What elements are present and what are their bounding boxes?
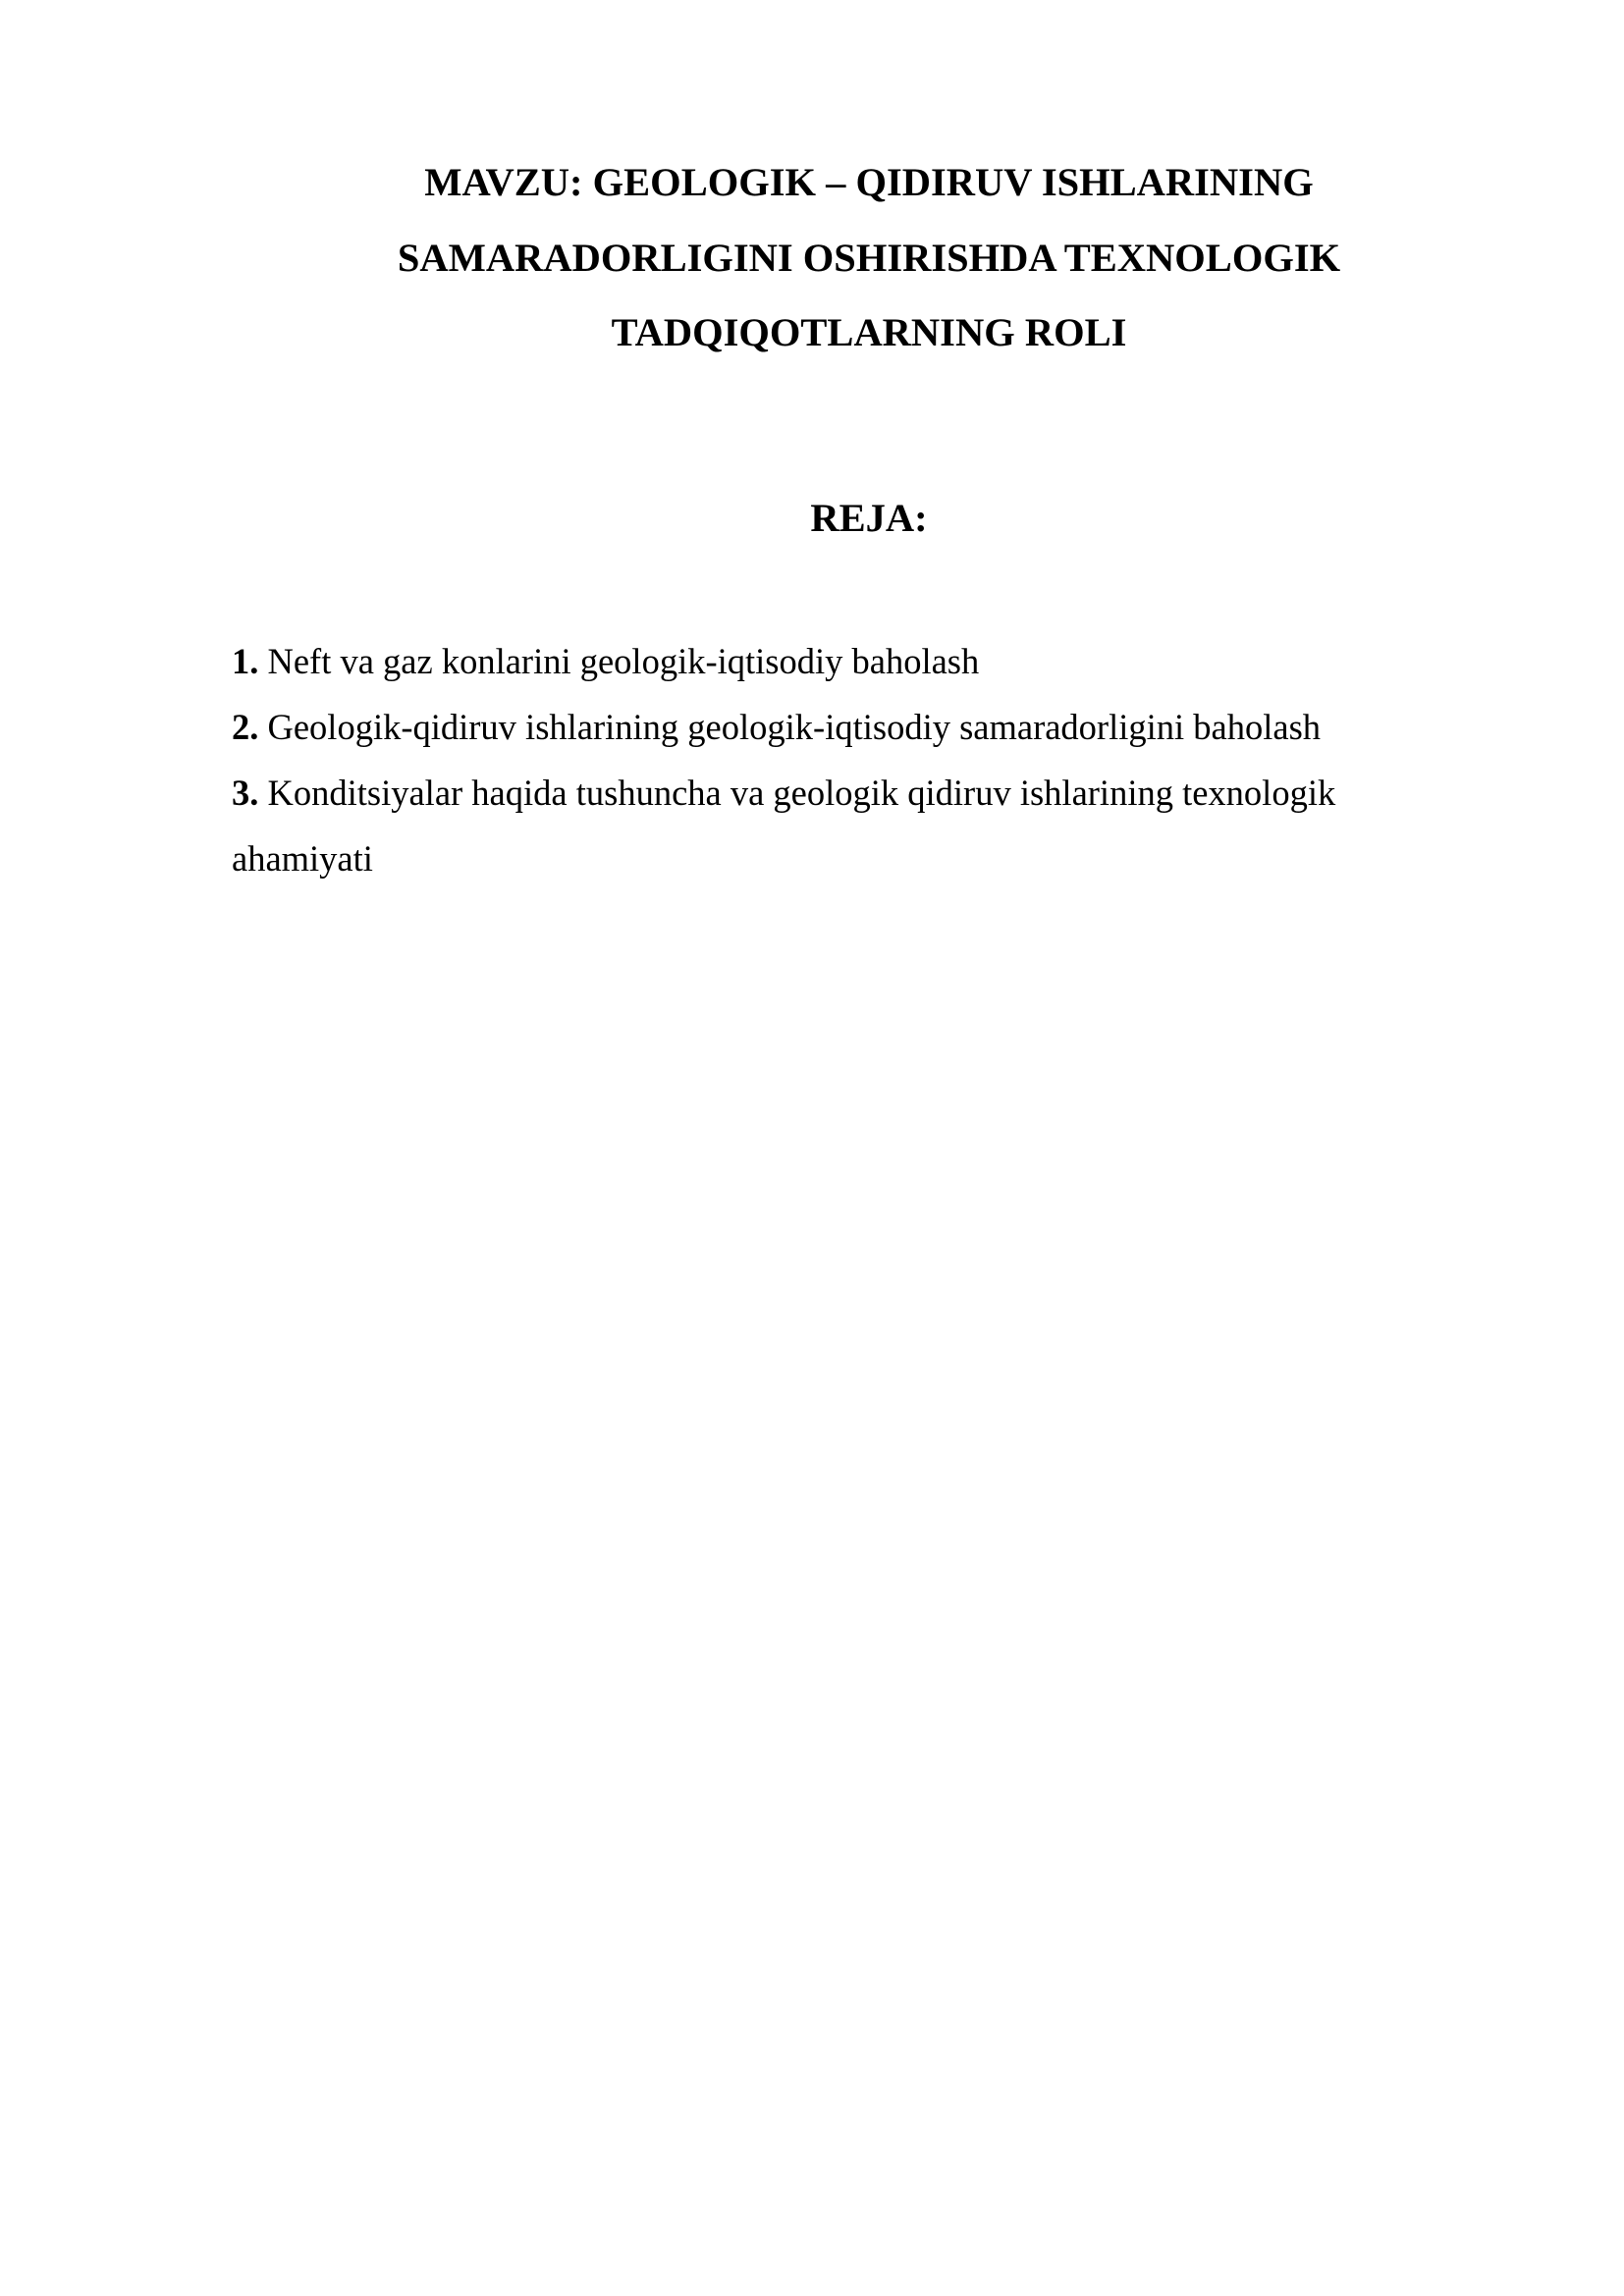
title-line: MAVZU: GEOLOGIK – QIDIRUV ISHLARINING xyxy=(424,160,1314,204)
plan-item xyxy=(232,628,1430,694)
plan-item-number: 2. xyxy=(232,707,259,747)
plan-item-number: 3. xyxy=(232,773,259,813)
plan-item-text: Konditsiyalar haqida tushuncha va geologik qidiruv ishlarining texnologik ahamiyati xyxy=(232,773,1336,879)
plan-item-text: Neft va gaz konlarini geologik-iqtisodiy baholash xyxy=(267,641,980,681)
plan-item-number: 1. xyxy=(232,641,259,681)
plan-item xyxy=(232,694,1430,760)
document-title xyxy=(334,145,1404,371)
plan-item-text: Geologik-qidiruv ishlarining geologik-iqtisodiy samaradorligini baholash xyxy=(267,707,1322,747)
title-line: SAMARADORLIGINI OSHIRISHDA TEXNOLOGIK xyxy=(397,235,1341,280)
plan-heading: REJA: xyxy=(810,496,928,540)
title-line: TADQIQOTLARNING ROLI xyxy=(611,310,1127,354)
plan-list xyxy=(232,628,1430,891)
plan-item xyxy=(232,760,1430,891)
